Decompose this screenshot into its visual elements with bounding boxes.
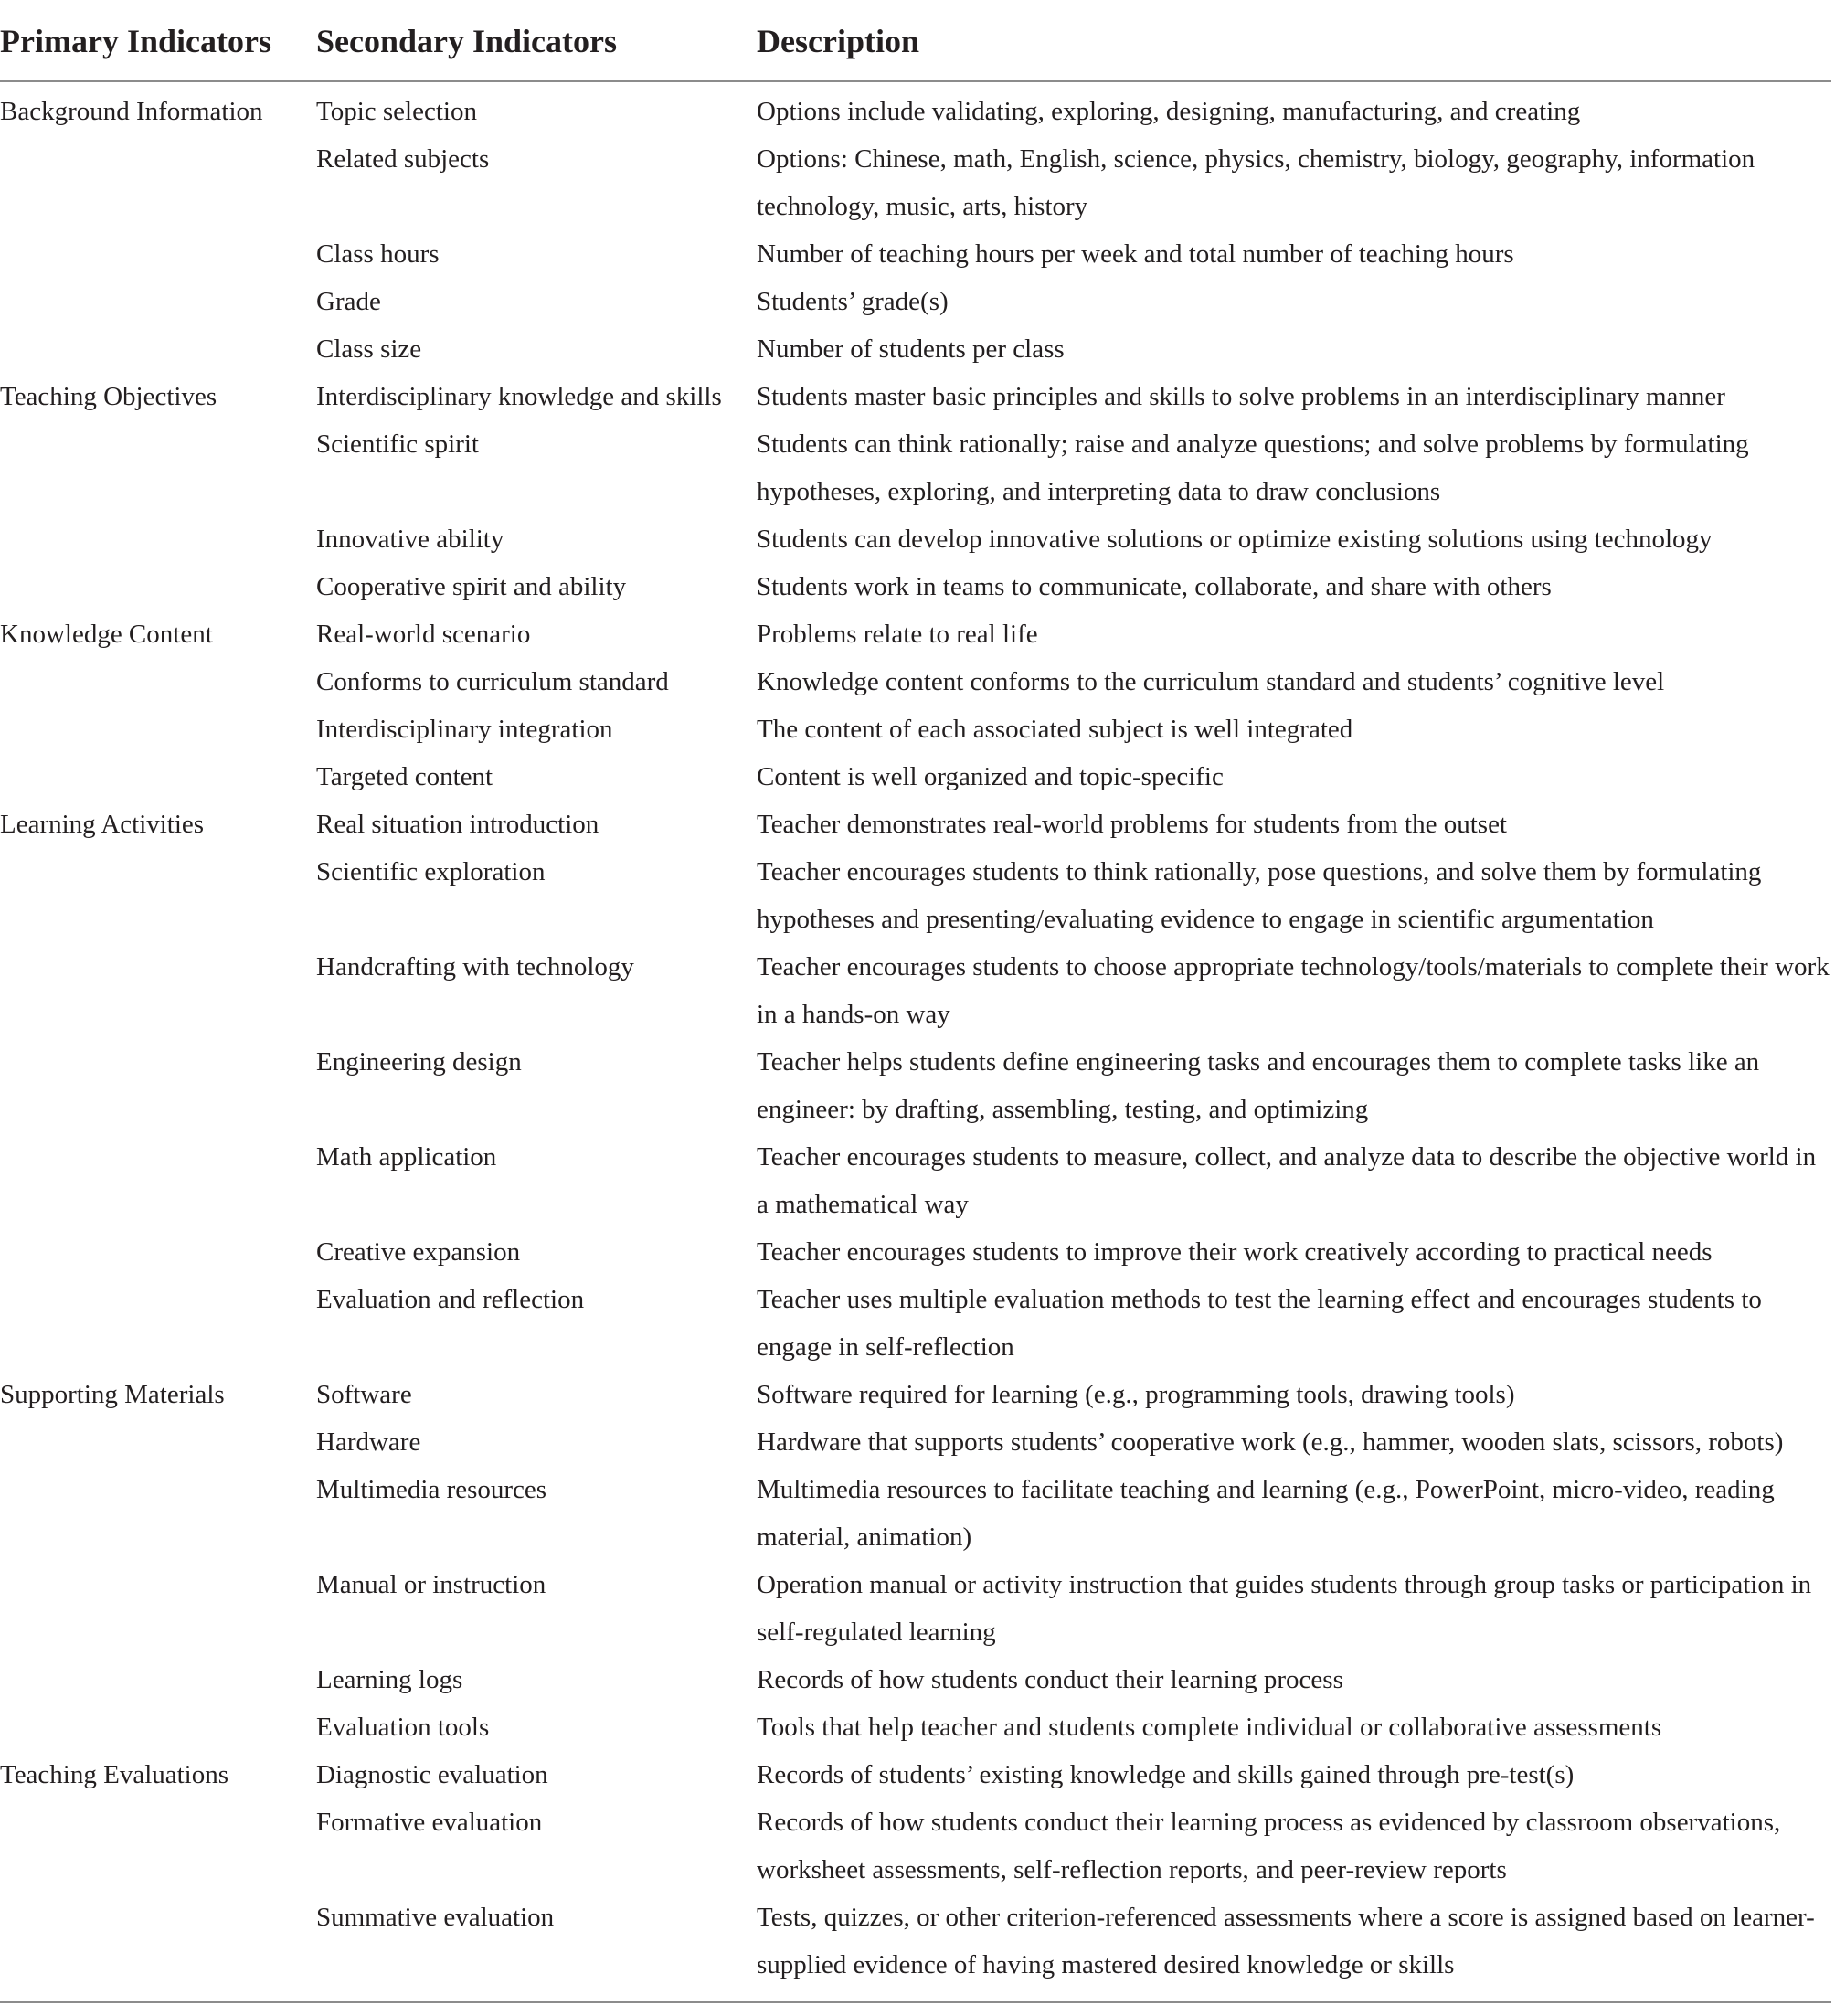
primary-indicator-cell (0, 1228, 316, 1276)
primary-indicator-cell (0, 1798, 316, 1894)
table-row (0, 515, 1831, 563)
description-cell: The content of each associated subject is well integrated (757, 715, 1353, 744)
secondary-indicator-cell: Creative expansion (316, 1237, 521, 1267)
secondary-indicator-cell: Scientific spirit (316, 430, 479, 459)
description-cell: Teacher encourages students to measure, collect, and analyze data to describe the objective world in a mathematical way (757, 1142, 1817, 1219)
header-row (0, 13, 1831, 81)
description-cell: Tools that help teacher and students complete individual or collaborative assessments (757, 1713, 1662, 1742)
secondary-indicator-cell: Interdisciplinary knowledge and skills (316, 382, 722, 411)
secondary-indicator-cell: Summative evaluation (316, 1903, 555, 1932)
description-cell: Records of how students conduct their learning process (757, 1665, 1343, 1694)
secondary-indicator-cell: Learning logs (316, 1665, 463, 1694)
table-row (0, 1418, 1831, 1466)
description-cell: Teacher uses multiple evaluation methods to test the learning effect and encourages students to engage in self-reflection (757, 1285, 1762, 1362)
table-row (0, 278, 1831, 325)
description-cell: Number of teaching hours per week and total number of teaching hours (757, 239, 1514, 269)
primary-indicator-cell (0, 658, 316, 706)
description-cell: Problems relate to real life (757, 620, 1038, 649)
table-row (0, 1371, 1831, 1418)
primary-indicator-cell: Teaching Objectives (0, 382, 217, 411)
secondary-indicator-cell: Handcrafting with technology (316, 952, 634, 981)
table-row (0, 1894, 1831, 2001)
table-header (0, 13, 1831, 81)
primary-indicator-cell: Supporting Materials (0, 1380, 225, 1409)
description-cell: Knowledge content conforms to the curriculum standard and students’ cognitive level (757, 667, 1665, 696)
table-row (0, 563, 1831, 610)
secondary-indicator-cell: Hardware (316, 1427, 421, 1457)
secondary-indicator-cell: Manual or instruction (316, 1570, 546, 1599)
secondary-indicator-cell: Evaluation and reflection (316, 1285, 585, 1314)
description-cell: Teacher encourages students to think rationally, pose questions, and solve them by formulating hypotheses and presenting/evaluating evidence to engage in scientific argumentation (757, 857, 1762, 934)
primary-indicator-cell (0, 1276, 316, 1371)
table-body (0, 81, 1831, 2001)
description-cell: Teacher helps students define engineering tasks and encourages them to complete tasks like an engineer: by drafting, assembling, testing, and optimizing (757, 1047, 1760, 1124)
table-row (0, 1561, 1831, 1656)
secondary-indicator-cell: Engineering design (316, 1047, 522, 1077)
secondary-indicator-cell: Class size (316, 334, 422, 364)
secondary-indicator-cell: Grade (316, 287, 381, 316)
bottom-rule (0, 2001, 1831, 2003)
primary-indicator-cell (0, 1894, 316, 2001)
description-cell: Teacher demonstrates real-world problems for students from the outset (757, 810, 1507, 839)
description-cell: Tests, quizzes, or other criterion-referenced assessments where a score is assigned based on learner-supplied evidence of having mastered desired knowledge or skills (757, 1903, 1815, 1979)
primary-indicator-cell (0, 753, 316, 801)
header-secondary-indicators: Secondary Indicators (316, 13, 757, 81)
secondary-indicator-cell: Formative evaluation (316, 1808, 543, 1837)
primary-indicator-cell: Knowledge Content (0, 620, 213, 649)
primary-indicator-cell (0, 278, 316, 325)
table-row (0, 420, 1831, 515)
description-cell: Students’ grade(s) (757, 287, 949, 316)
secondary-indicator-cell: Evaluation tools (316, 1713, 490, 1742)
table-row (0, 81, 1831, 135)
header-description: Description (757, 13, 1831, 81)
header-primary-indicators: Primary Indicators (0, 13, 316, 81)
primary-indicator-cell (0, 1656, 316, 1703)
secondary-indicator-cell: Targeted content (316, 762, 493, 791)
secondary-indicator-cell: Software (316, 1380, 412, 1409)
description-cell: Options: Chinese, math, English, science, physics, chemistry, biology, geography, information technology, music, arts, history (757, 144, 1755, 221)
table-row (0, 1133, 1831, 1228)
primary-indicator-cell (0, 706, 316, 753)
primary-indicator-cell: Background Information (0, 97, 263, 126)
primary-indicator-cell (0, 1133, 316, 1228)
primary-indicator-cell (0, 1561, 316, 1656)
secondary-indicator-cell: Cooperative spirit and ability (316, 572, 627, 601)
description-cell: Records of students’ existing knowledge and skills gained through pre-test(s) (757, 1760, 1575, 1789)
description-cell: Options include validating, exploring, designing, manufacturing, and creating (757, 97, 1581, 126)
description-cell: Records of how students conduct their learning process as evidenced by classroom observations, worksheet assessments, self-reflection reports, and peer-review reports (757, 1808, 1781, 1884)
table-row (0, 1038, 1831, 1133)
primary-indicator-cell (0, 325, 316, 373)
table-row (0, 943, 1831, 1038)
table-row (0, 1703, 1831, 1751)
secondary-indicator-cell: Class hours (316, 239, 440, 269)
primary-indicator-cell (0, 230, 316, 278)
table-row (0, 1276, 1831, 1371)
description-cell: Content is well organized and topic-specific (757, 762, 1224, 791)
secondary-indicator-cell: Innovative ability (316, 525, 504, 554)
indicators-table (0, 13, 1831, 2001)
description-cell: Hardware that supports students’ cooperative work (e.g., hammer, wooden slats, scissors, robots) (757, 1427, 1784, 1457)
description-cell: Students work in teams to communicate, collaborate, and share with others (757, 572, 1552, 601)
secondary-indicator-cell: Real-world scenario (316, 620, 531, 649)
table-row (0, 1751, 1831, 1798)
table-row (0, 801, 1831, 848)
table-row (0, 373, 1831, 420)
primary-indicator-cell (0, 420, 316, 515)
primary-indicator-cell (0, 1418, 316, 1466)
table-row (0, 848, 1831, 943)
table-row (0, 1656, 1831, 1703)
table-row (0, 230, 1831, 278)
primary-indicator-cell (0, 515, 316, 563)
description-cell: Number of students per class (757, 334, 1065, 364)
description-cell: Multimedia resources to facilitate teaching and learning (e.g., PowerPoint, micro-video, reading material, animation) (757, 1475, 1775, 1552)
secondary-indicator-cell: Related subjects (316, 144, 490, 174)
secondary-indicator-cell: Conforms to curriculum standard (316, 667, 669, 696)
secondary-indicator-cell: Math application (316, 1142, 497, 1172)
table-row (0, 610, 1831, 658)
secondary-indicator-cell: Interdisciplinary integration (316, 715, 613, 744)
primary-indicator-cell: Learning Activities (0, 810, 205, 839)
secondary-indicator-cell: Real situation introduction (316, 810, 599, 839)
description-cell: Operation manual or activity instruction that guides students through group tasks or participation in self-regulated learning (757, 1570, 1812, 1647)
description-cell: Students master basic principles and skills to solve problems in an interdisciplinary manner (757, 382, 1725, 411)
primary-indicator-cell: Teaching Evaluations (0, 1760, 229, 1789)
secondary-indicator-cell: Topic selection (316, 97, 477, 126)
table-row (0, 1798, 1831, 1894)
primary-indicator-cell (0, 563, 316, 610)
description-cell: Teacher encourages students to improve their work creatively according to practical needs (757, 1237, 1713, 1267)
description-cell: Students can think rationally; raise and analyze questions; and solve problems by formulating hypotheses, exploring, and interpreting data to draw conclusions (757, 430, 1749, 506)
table-row (0, 135, 1831, 230)
primary-indicator-cell (0, 1038, 316, 1133)
secondary-indicator-cell: Diagnostic evaluation (316, 1760, 548, 1789)
description-cell: Students can develop innovative solutions or optimize existing solutions using technology (757, 525, 1713, 554)
primary-indicator-cell (0, 135, 316, 230)
description-cell: Teacher encourages students to choose appropriate technology/tools/materials to complete their work in a hands-on way (757, 952, 1830, 1029)
description-cell: Software required for learning (e.g., programming tools, drawing tools) (757, 1380, 1515, 1409)
table-row (0, 1466, 1831, 1561)
primary-indicator-cell (0, 1466, 316, 1561)
secondary-indicator-cell: Scientific exploration (316, 857, 546, 886)
table-row (0, 658, 1831, 706)
table-row (0, 1228, 1831, 1276)
table-row (0, 706, 1831, 753)
table-row (0, 325, 1831, 373)
primary-indicator-cell (0, 943, 316, 1038)
primary-indicator-cell (0, 848, 316, 943)
secondary-indicator-cell: Multimedia resources (316, 1475, 547, 1504)
table-row (0, 753, 1831, 801)
primary-indicator-cell (0, 1703, 316, 1751)
